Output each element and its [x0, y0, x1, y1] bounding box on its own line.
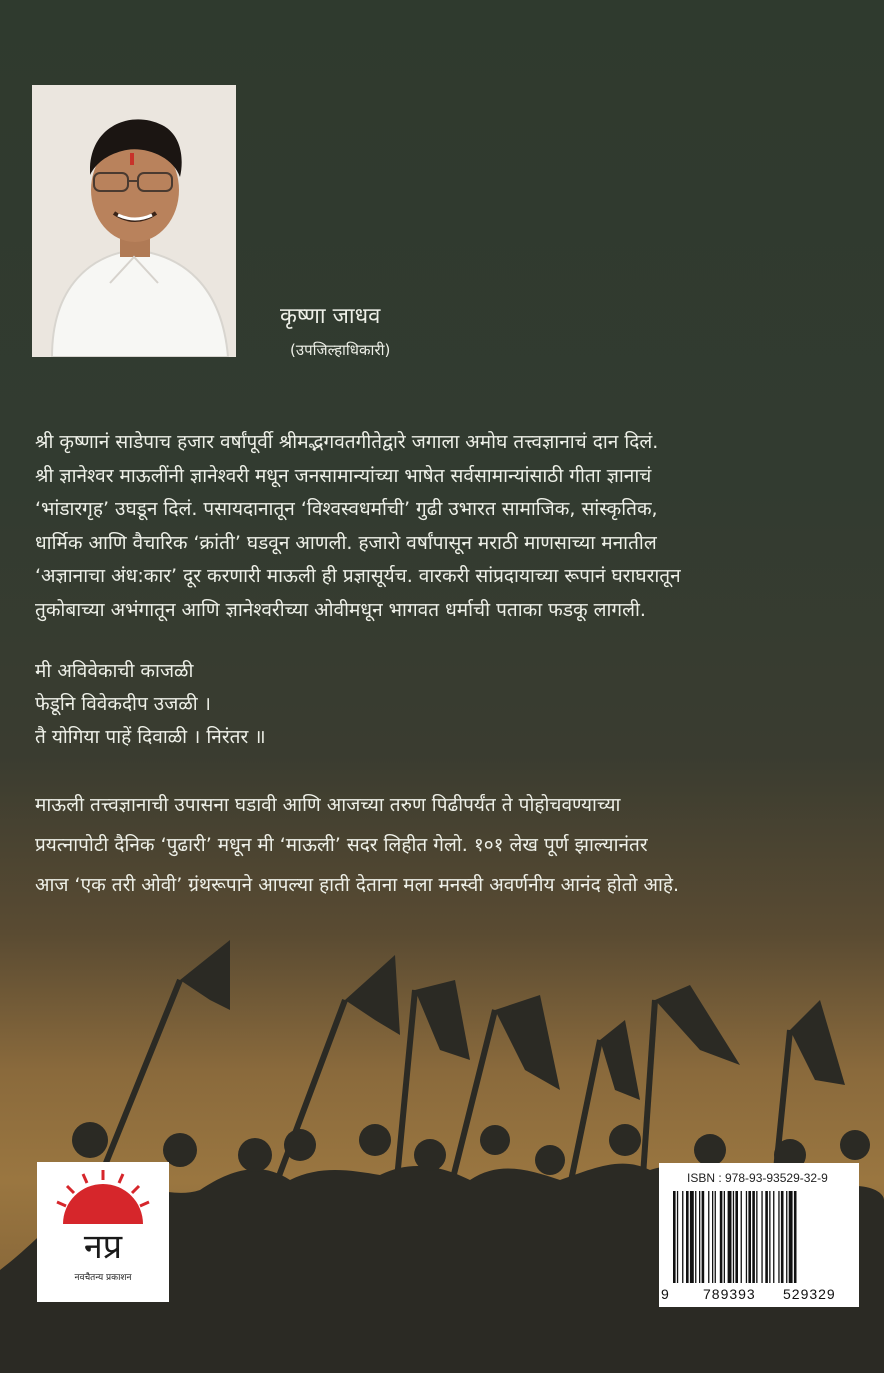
publisher-logo: [37, 1162, 169, 1302]
isbn-label: ISBN : 978-93-93529-32-9: [687, 1171, 828, 1185]
barcode-bar: [769, 1191, 770, 1283]
barcode-bar: [786, 1191, 787, 1283]
intro-line: तुकोबाच्या अभंगातून आणि ज्ञानेश्वरीच्या ओवीमधून भागवत धर्माची पताका फडकू लागली.: [35, 598, 646, 621]
sun-emblem-icon: [37, 1162, 169, 1270]
intro-line: ‘भांडारगृह’ उघडून दिलं. पसायदानातून ‘विश्वस्वधर्माची’ गुढी उभारत सामाजिक, सांस्कृतिक,: [35, 498, 658, 520]
closing-paragraph: [35, 785, 855, 905]
barcode-bar: [778, 1191, 779, 1283]
barcode-bar: [695, 1191, 696, 1283]
barcode-bar: [708, 1191, 709, 1283]
barcode-bar: [720, 1191, 723, 1283]
barcode-bar: [746, 1191, 747, 1283]
closing-line: माऊली तत्त्वज्ञानाची उपासना घडावी आणि आजच्या तरुण पिढीपर्यंत ते पोहोचवण्याच्या: [35, 794, 621, 816]
intro-line: धार्मिक आणि वैचारिक ‘क्रांती’ घडवून आणली. हजारो वर्षांपासून मराठी माणसाच्या मनातील: [35, 531, 657, 554]
author-block: [280, 300, 390, 360]
barcode-bar: [748, 1191, 751, 1283]
barcode-bar: [741, 1191, 742, 1283]
barcode-bar: [756, 1191, 757, 1283]
barcode-bar: [724, 1191, 725, 1283]
author-designation: (उपजिल्हाधिकारी): [290, 341, 391, 359]
isbn-barcode: [659, 1163, 859, 1307]
barcode-bar: [773, 1191, 774, 1283]
barcode-bar: [752, 1191, 755, 1283]
barcode-digit-first: 9: [661, 1286, 669, 1302]
warkari-procession-illustration: [0, 940, 884, 1373]
closing-line: आज ‘एक तरी ओवी’ ग्रंथरूपाने आपल्या हाती देताना मला मनस्वी अवर्णनीय आनंद होतो आहे.: [35, 874, 680, 896]
barcode-bar: [702, 1191, 705, 1283]
intro-paragraph: [35, 426, 855, 627]
publisher-name: नवचैतन्य प्रकाशन: [74, 1273, 132, 1283]
intro-line: श्री कृष्णानं साडेपाच हजार वर्षांपूर्वी श्रीमद्भगवतगीतेद्वारे जगाला अमोघ तत्त्वज्ञानाचं दान दिलं.: [35, 431, 659, 453]
closing-line: प्रयत्नापोटी दैनिक ‘पुढारी’ मधून मी ‘माऊली’ सदर लिहीत गेलो. १०१ लेख पूर्ण झाल्यानंतर: [35, 834, 648, 856]
barcode-bar: [712, 1191, 713, 1283]
intro-line: ‘अज्ञानाचा अंध:कार’ दूर करणारी माऊली ही प्रज्ञासूर्यच. वारकरी सांप्रदायाच्या रूपानं घराघरातून: [35, 565, 681, 587]
barcode-bar: [781, 1191, 784, 1283]
barcode-bar: [673, 1191, 676, 1283]
barcode-bar: [761, 1191, 762, 1283]
barcode-bar: [733, 1191, 734, 1283]
barcode-bar: [715, 1191, 716, 1283]
author-name: कृष्णा जाधव: [280, 304, 381, 329]
barcode-bar: [699, 1191, 700, 1283]
barcode-bar: [765, 1191, 768, 1283]
barcode-digits-left: 789393: [703, 1286, 756, 1302]
verse-line: फेडूनि विवेकदीप उजळी ।: [35, 693, 211, 715]
barcode-bar: [686, 1191, 689, 1283]
barcode-bar: [682, 1191, 683, 1283]
barcode-digits-right: 529329: [783, 1286, 836, 1302]
barcode-bar: [789, 1191, 793, 1283]
verse-line: मी अविवेकाची काजळी: [35, 660, 194, 682]
barcode-bar: [735, 1191, 738, 1283]
verse-line: तै योगिया पाहें दिवाळी । निरंतर ॥: [35, 726, 266, 748]
publisher-logo-letters: नप्र: [83, 1227, 123, 1267]
author-photo: [32, 85, 236, 357]
ovi-verse: [35, 655, 266, 754]
barcode-bar: [794, 1191, 797, 1283]
barcode-bar: [677, 1191, 678, 1283]
barcode-bar: [728, 1191, 732, 1283]
intro-line: श्री ज्ञानेश्वर माऊलींनी ज्ञानेश्वरी मधून जनसामान्यांच्या भाषेत सर्वसामान्यांसाठी गीता ज्ञानाचं: [35, 464, 652, 487]
barcode-bar: [690, 1191, 694, 1283]
